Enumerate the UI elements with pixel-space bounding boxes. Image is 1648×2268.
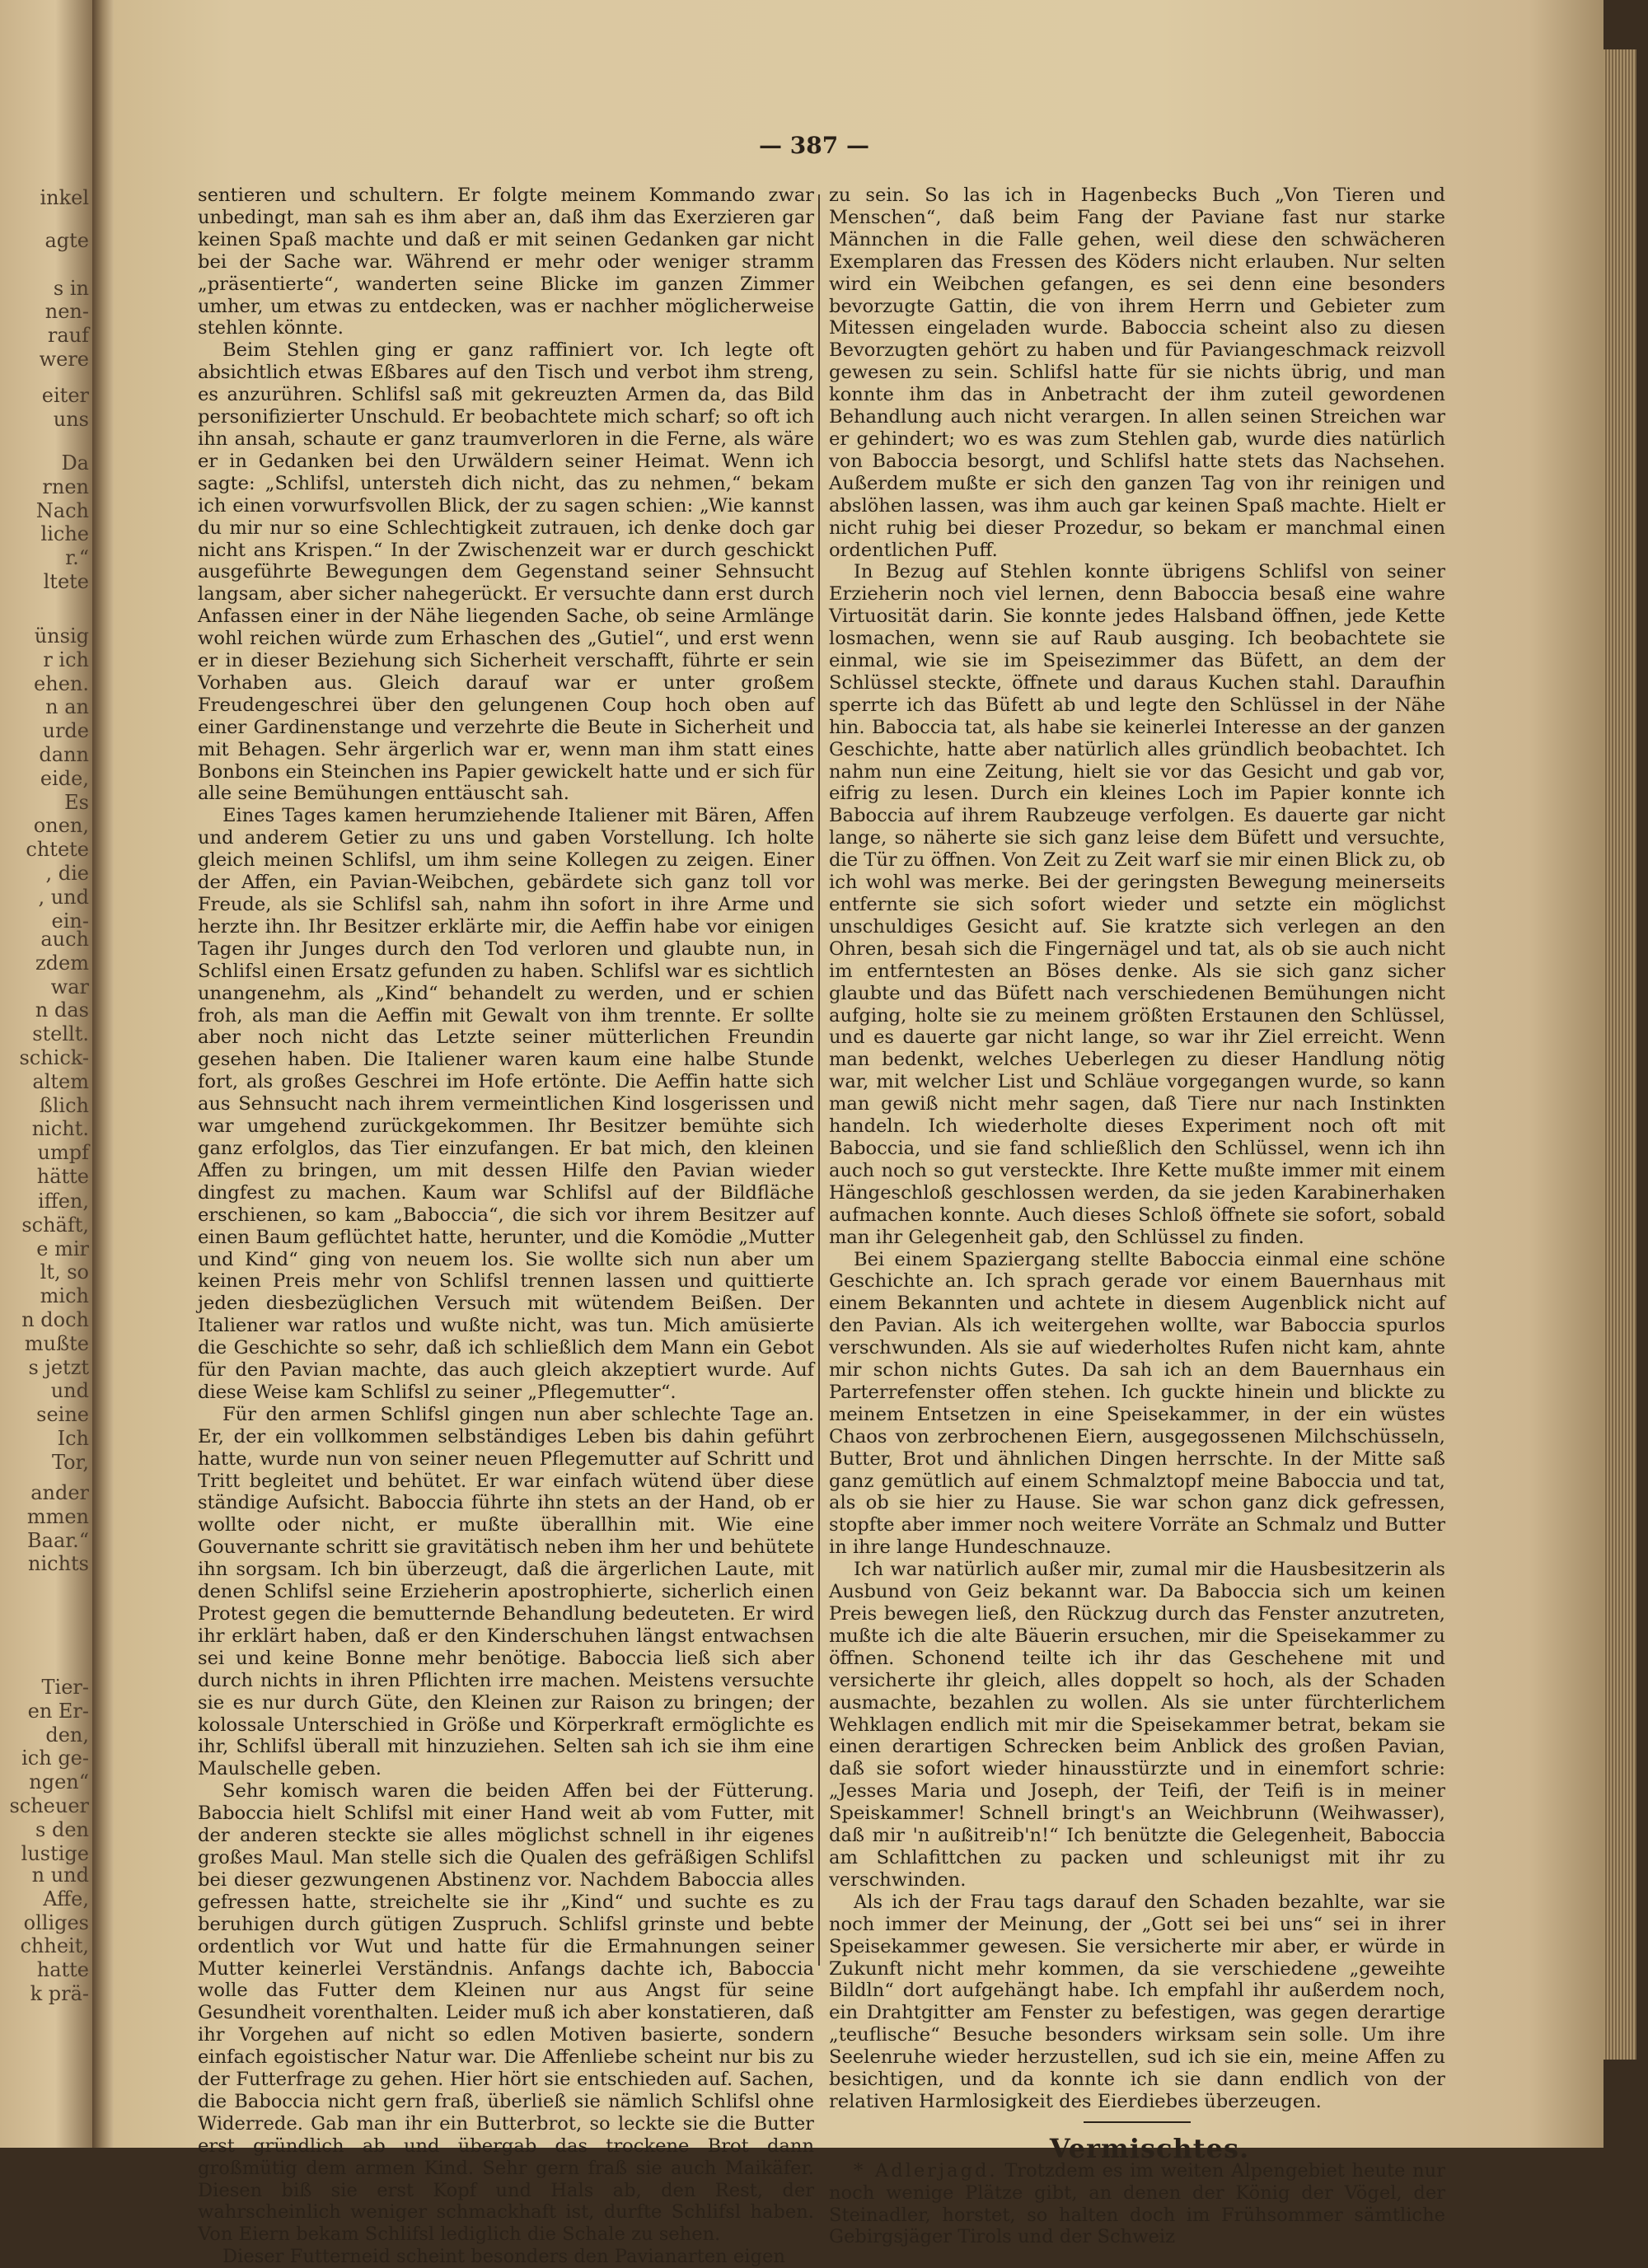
previous-page-fragment: agte s in nen- rauf were (39, 229, 89, 371)
section-rule (1084, 2121, 1191, 2123)
previous-page-margin (0, 0, 92, 2148)
paragraph: Ich war natürlich außer mir, zumal mir die Hausbesitzerin als Ausbund von Geiz bekannt war. Da Baboccia sich um keinen Preis bewegen ließ, den Rückzug durch das Fenster anzutreten, mußte ich die alte Bäuerin ersuchen, mir die Speisekammer zu öffnen. Schonend teilte ich ihr das Geschehene mit und versicherte ihr gleich, alles doppelt so hoch, als der Schaden ausmachte, bezahlen zu wollen. Als sie unter fürchterlichem Wehklagen endlich mit mir die Speisekammer betrat, bekam sie einen derartigen Schrecken beim Anblick des großen Pavian, daß sie sofort wieder hinausstürzte und in einemfort schrie: „Jesses Maria und Joseph, der Teifi, der Teifi is in meiner Speiskammer! Schnell bringt's an Weichbrunn (Weihwasser), daß mir 'n außitreib'n!“ Ich benützte die Gelegenheit, Baboccia am Schlafittchen zu packen und schleunigst mit ihr zu verschwinden. (829, 1559, 1445, 1891)
article-text: Trotzdem es im weiten Alpengebiet heute nur noch wenige Plätze gibt, an denen der König der Vögel, der Steinadler, horstet, so halten doch im Frühsommer sämtliche Gebirgsjäger Tirols und der Schweiz (829, 2159, 1446, 2248)
paragraph: sentieren und schultern. Er folgte meinem Kommando zwar unbedingt, man sah es ihm aber an, daß ihm das Exerzieren gar keinen Spaß machte und daß er mit seinen Gedanken gar nicht bei der Sache war. Während er mehr oder weniger stramm „präsentierte“, wanderten seine Blicke im ganzen Zimmer umher, um etwas zu entdecken, was er nachher möglicherweise stehlen könnte. (198, 185, 814, 339)
page-number: — 387 — (759, 132, 869, 159)
previous-page-fragment: iffen, schäft, e mir lt, so mich n doch mußte s jetzt und seine Ich Tor, (21, 1190, 89, 1474)
paragraph: Bei einem Spaziergang stellte Baboccia einmal eine schöne Geschichte an. Ich sprach gerade vor einem Bauernhaus mit einem Bekannten und achtete in diesem Augenblick nicht auf den Pavian. Als ich weitergehen wollte, war Baboccia spurlos verschwunden. Als sie auf wiederholtes Rufen nicht kam, ahnte mir schon nichts Gutes. Da sah ich an dem Bauernhaus ein Parterrefenster offen stehen. Ich guckte hinein und blickte zu meinem Entsetzen in eine Speisekammer, in der ein wüstes Chaos von zerbrochenen Eiern, ausgegossenen Milchschüsseln, Butter, Brot und ähnlichen Dingen herrschte. In der Mitte saß ganz gemütlich auf einem Schmalztopf meine Baboccia und tat, als ob sie hier zu Hause. Sie war schon ganz dick gefressen, stopfte aber immer noch weitere Vorräte an Schmalz und Butter in ihre lange Hundeschnauze. (829, 1248, 1445, 1559)
book-gutter (92, 0, 114, 2148)
paragraph: In Bezug auf Stehlen konnte übrigens Schlifsl von seiner Erzieherin noch viel lernen, denn Baboccia besaß eine wahre Virtuosität darin. Sie konnte jedes Halsband öffnen, jede Kette losmachen, wenn sie auf Raub ausging. Ich beobachtete sie einmal, wie sie im Speisezimmer das Büfett, an dem der Schlüssel steckte, öffnete und daraus Kuchen stahl. Daraufhin sperrte ich das Büfett ab und legte den Schlüssel in der Nähe hin. Baboccia tat, als habe sie keinerlei Interesse an der ganzen Geschichte, hatte aber natürlich alles gründlich beobachtet. Ich nahm nun eine Zeitung, hielt sie vor das Gesicht und gab vor, eifrig zu lesen. Durch ein kleines Loch im Papier konnte ich Baboccia auf ihrem Raubzeuge verfolgen. Es dauerte gar nicht lange, so näherte sie sich ganz leise dem Büfett und versuchte, die Tür zu öffnen. Von Zeit zu Zeit warf sie mir einen Blick zu, ob ich wohl was merke. Bei der geringsten Bewegung meinerseits entfernte sie sich sofort wieder und setzte ein möglichst unschuldiges Gesicht auf. Sie kratzte sich verlegen an den Ohren, besah sich die Fingernägel und tat, als ob sie auch nicht im entferntesten an Böses denke. Als sie sich ganz sicher glaubte und das Büfett nach verschiedenen Bemühungen nicht aufging, holte sie zu meinem größten Erstaunen den Schlüssel, und es dauerte gar nicht lange, so war ihr Ziel erreicht. Wenn man bedenkt, welches Ueberlegen zu dieser Handlung nötig war, mit welcher List und Schläue vorgegangen wurde, so kann man gewiß nicht mehr sagen, daß Tiere nur nach Instinkten handeln. Ich wiederholte dieses Experiment noch oft mit Baboccia, und sie fand schließlich den Schlüssel, wenn ich ihn auch noch so gut versteckte. Ihre Kette mußte immer mit einem Hängeschloß geschlossen werden, da sie jeden Karabinerhaken aufmachen konnte. Auch dieses Schloß öffnete sie sofort, sobald man ihr Gelegenheit gab, den Schlüssel zu finden. (829, 561, 1445, 1248)
previous-page-fragment: n und Affe, olliges chheit, hatte k prä- (20, 1864, 89, 2005)
paragraph: Als ich der Frau tags darauf den Schaden bezahlte, war sie noch immer der Meinung, der „Gott sei bei uns“ sei in ihrer Speisekammer gewesen. Sie versicherte mir aber, er würde in Zukunft nicht mehr kommen, da sie verschiedene „geweihte Bildln“ dort aufgehängt habe. Ich empfahl ihr außerdem noch, ein Drahtgitter am Fenster zu befestigen, was gegen derartige „teuflische“ Besuche besonders wirksam sein solle. Um ihre Seelenruhe wieder herzustellen, sud ich sie ein, meine Affen zu besichtigen, und da konnte ich sie dann endlich von der relativen Harmlosigkeit des Eierdiebes überzeugen. (829, 1891, 1445, 2112)
left-column (198, 185, 814, 2268)
paragraph: Für den armen Schlifsl gingen nun aber schlechte Tage an. Er, der ein vollkommen selbständiges Leben bis dahin geführt hatte, wurde nun von seiner neuen Pflegemutter auf Schritt und Tritt begleitet und behütet. Er war einfach wütend über diese ständige Aufsicht. Baboccia führte ihn stets an der Hand, ob er wollte oder nicht, er mußte überallhin mit. Wie eine Gouvernante schritt sie gravitätisch neben ihm her und behütete ihn sorgsam. Ich bin überzeugt, daß die ärgerlichen Laute, mit denen Schlifsl seine Erzieherin apostrophierte, sicherlich einen Protest gegen die bemutternde Behandlung bedeuteten. Er wird ihr erklärt haben, daß er den Kinderschuhen längst entwachsen sei und keine Bonne mehr benötige. Baboccia ließ sich aber durch nichts in ihren Pflichten irre machen. Meistens versuchte sie es nur durch Güte, den Kleinen zur Raison zu bringen; der kolossale Unterschied in Größe und Körperkraft ermöglichte es ihr, Schlifsl überall mit hinzuziehen. Selten sah ich sie ihm eine Maulschelle geben. (198, 1403, 814, 1780)
page-edges (1604, 49, 1636, 2060)
paragraph: Beim Stehlen ging er ganz raffiniert vor. Ich legte oft absichtlich etwas Eßbares auf den Tisch und verbot ihm streng, es anzurühren. Schlifsl saß mit gekreuzten Armen da, das Bild personifizierter Unschuld. Er beobachtete mich scharf; so oft ich ihn ansah, schaute er ganz traumverloren in die Ferne, als wäre er in Gedanken bei den Urwäldern seiner Heimat. Wenn ich sagte: „Schlifsl, untersteh dich nicht, das zu nehmen,“ bekam ich einen vorwurfsvollen Blick, der zu sagen schien: „Wie kannst du mir nur so eine Schlechtigkeit zutrauen, ich denke doch gar nicht ans Krispen.“ In der Zwischenzeit war er durch geschickt ausgeführte Bewegungen dem Gegenstand seiner Sehnsucht langsam, aber sicher nahegerückt. Er versuchte dann erst durch Anfassen einer in der Nähe liegenden Sache, ob seine Armlänge wohl reichen würde zum Erhaschen des „Gutiel“, und erst wenn er in dieser Beziehung sich Sicherheit verschafft, führte er sein Vorhaben aus. Gleich darauf war er unter großem Freudengeschrei über den gelungenen Coup hoch oben auf einer Gardinenstange und verzehrte die Beute in Sicherheit und mit Behagen. Sehr ärgerlich war er, wenn man ihm statt eines Bonbons ein Steinchen ins Papier gewickelt hatte und er sich für alle seine Bemühungen enttäuscht sah. (198, 339, 814, 805)
previous-page-fragment: Da rnen Nach liche r.“ ltete (35, 451, 89, 593)
right-column (829, 185, 1446, 2248)
previous-page-fragment: ünsig r ich ehen. n an urde dann eide, Es onen, chtete , die , und ein- (26, 624, 89, 933)
previous-page-fragment: auch zdem war n das stellt. schick- altem ßlich nicht. umpf hätte (19, 928, 89, 1188)
article-lead: * Adlerjagd. (854, 2159, 998, 2181)
paragraph: Sehr komisch waren die beiden Affen bei der Fütterung. Baboccia hielt Schlifsl mit einer Hand weit ab vom Futter, mit der anderen steckte sie alles möglichst schnell in ihr eigenes großes Maul. Man stelle sich die Qualen des gefräßigen Schlifsl bei dieser gezwungenen Abstinenz vor. Nachdem Baboccia alles gefressen hatte, streichelte sie ihr „Kind“ und suchte es zu beruhigen durch gütigen Zuspruch. Schlifsl grinste und bebte ordentlich vor Wut und hatte für die Ermahnungen seiner Mutter keinerlei Verständnis. Anfangs dachte ich, Baboccia wolle das Futter dem Kleinen nur aus Angst für seine Gesundheit vorenthalten. Leider muß ich aber konstatieren, daß ihr Vorgehen auf nicht so edlen Motiven basierte, sondern einfach egoistischer Natur war. Die Affenliebe scheint nur bis zu der Futterfrage zu gehen. Hier hört sie entschieden auf. Sachen, die Baboccia nicht gern fraß, überließ sie nämlich Schlifsl ohne Widerrede. Gab man ihr ein Butterbrot, so leckte sie die Butter erst gründlich ab und übergab das trockene Brot dann großmütig dem armen Kind. Sehr gern fraß sie auch Maikäfer. Diesen biß sie erst Kopf und Hals ab, den Rest, der wahrscheinlich weniger schmackhaft ist, durfte Schlifsl haben. Von Eiern bekam Schlifsl lediglich die Schale zu sehen. (198, 1780, 814, 2246)
paragraph: Dieser Futterneid scheint besonders den Pavianarten eigen (222, 2246, 785, 2268)
column-divider (818, 194, 820, 1966)
section-heading: Vermischtes. (1049, 2132, 1250, 2164)
previous-page-fragment: ander mmen Baar.“ nichts (26, 1481, 89, 1576)
paragraph: zu sein. So las ich in Hagenbecks Buch „Von Tieren und Menschen“, daß beim Fang der Paviane fast nur starke Männchen in die Falle gehen, weil diese den schwächeren Exemplaren das Fressen des Köders nicht erlauben. Nur selten wird ein Weibchen gefangen, es sei denn eine besonders bevorzugte Gattin, die von ihrem Herrn und Gebieter zum Mitessen eingeladen wurde. Baboccia scheint also zu diesen Bevorzugten gehört zu haben und für Paviangeschmack reizvoll gewesen zu sein. Schlifsl hatte für sie nichts übrig, und man konnte ihm das in Anbetracht der ihm zuteil gewordenen Behandlung auch nicht verargen. In allen seinen Streichen war er gehindert; wo es was zum Stehlen gab, wurde dies natürlich von Baboccia besorgt, und Schlifsl hatte stets das Nachsehen. Außerdem mußte er sich den ganzen Tag von ihr reinigen und abslöhen lassen, was ihm auch gar keinen Spaß machte. Hielt er nicht ruhig bei dieser Prozedur, so bekam er manchmal einen ordentlichen Puff. (829, 185, 1445, 561)
previous-page-fragment: inkel (40, 186, 89, 209)
paragraph (829, 2160, 1445, 2249)
paragraph: Eines Tages kamen herumziehende Italiener mit Bären, Affen und anderem Getier zu uns und gaben Vorstellung. Ich holte gleich meinen Schlifsl, um ihm seine Kollegen zu zeigen. Einer der Affen, ein Pavian-Weibchen, gebärdete sich ganz toll vor Freude, als sie Schlifsl sah, nahm ihn sofort in ihre Arme und herzte ihn. Ihr Besitzer erklärte mir, die Aeffin habe vor einigen Tagen ihr Junges durch den Tod verloren und glaubte nun, in Schlifsl einen Ersatz gefunden zu haben. Schlifsl war es sichtlich unangenehm, als „Kind“ behandelt zu werden, und er schien froh, als man die Aeffin mit Gewalt von ihm trennte. Er sollte aber noch nicht das Letzte seiner mütterlichen Freundin gesehen haben. Die Italiener waren kaum eine halbe Stunde fort, als großes Geschrei im Hofe ertönte. Die Aeffin hatte sich aus Sehnsucht nach ihrem vermeintlichen Kind losgerissen und war umgehend zurückgekommen. Ihr Besitzer bemühte sich ganz erfolglos, das Tier einzufangen. Er bat mich, den kleinen Affen zu bringen, um mit dessen Hilfe den Pavian wieder dingfest zu machen. Kaum war Schlifsl auf der Bildfläche erschienen, so kam „Baboccia“, die sich vor ihrem Besitzer auf einen Baum geflüchtet hatte, herunter, und die Komödie „Mutter und Kind“ ging von neuem los. Sie wollte sich nun aber um keinen Preis mehr von Schlifsl trennen lassen und quittierte jeden diesbezüglichen Versuch mit wütendem Beißen. Der Italiener war ratlos und wußte nicht, was tun. Mich amüsierte die Geschichte so sehr, daß ich schließlich dem Mann ein Gebot für den Pavian machte, das auch gleich akzeptiert wurde. Auf diese Weise kam Schlifsl zu seiner „Pflegemutter“. (198, 805, 814, 1403)
previous-page-fragment: Tier- en Er- den, ich ge- ngen“ scheuer s den lustige (9, 1676, 89, 1865)
previous-page-fragment: eiter uns (41, 384, 89, 431)
